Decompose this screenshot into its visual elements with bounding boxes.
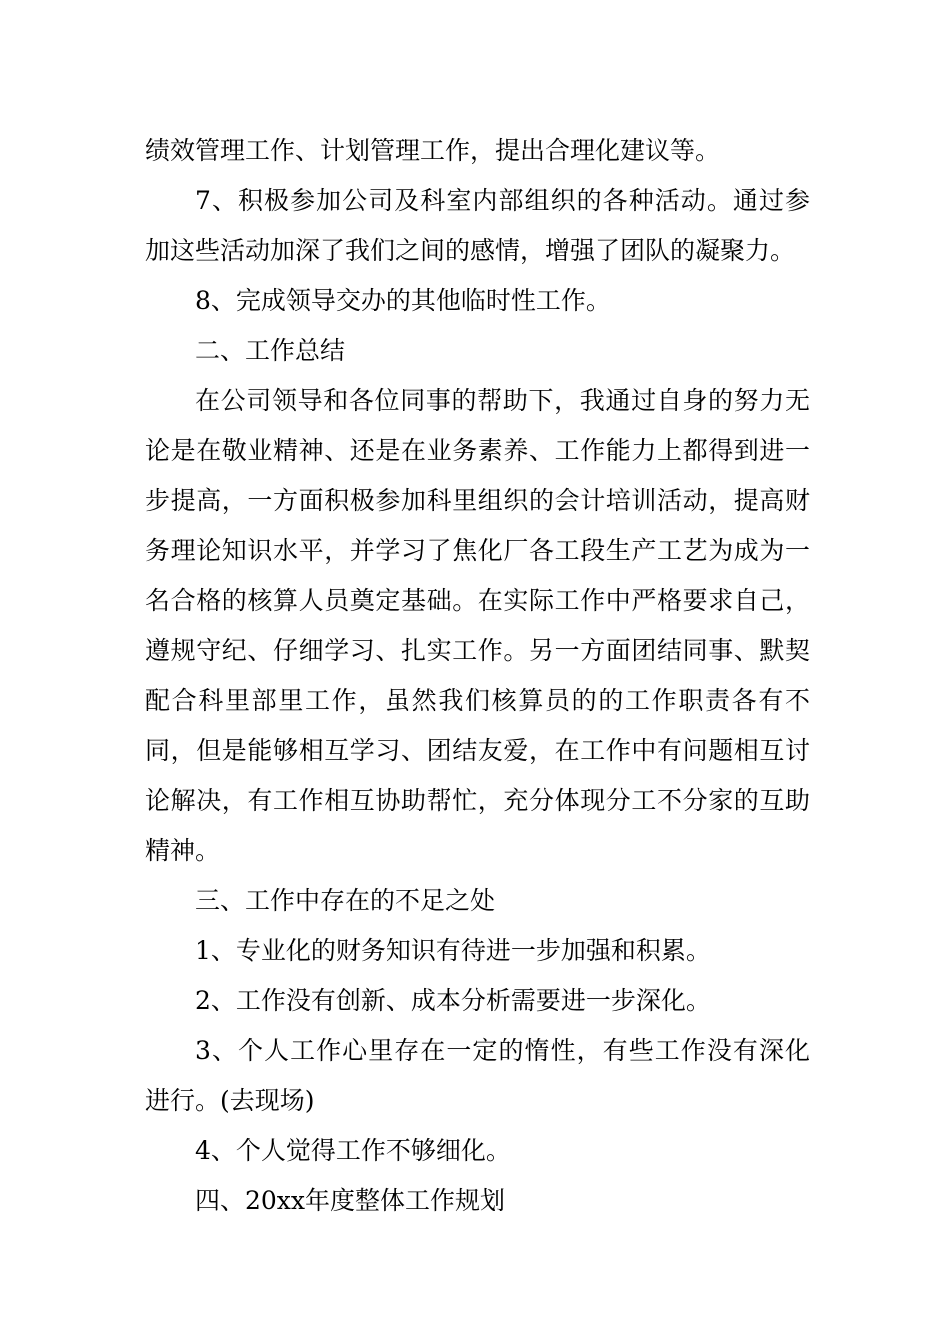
document-body [145,126,810,1226]
section-heading-work-summary: 二、工作总结 [195,336,346,365]
paragraph-shortcoming-1: 1、专业化的财务知识有待进一步加强和积累。 [195,936,711,965]
paragraph-shortcoming-4: 4、个人觉得工作不够细化。 [195,1136,511,1165]
paragraph-item-8: 8、完成领导交办的其他临时性工作。 [195,286,611,315]
paragraph-work-summary: 在公司领导和各位同事的帮助下，我通过自身的努力无论是在敬业精神、还是在业务素养、工作能力上都得到进一步提高，一方面积极参加科里组织的会计培训活动，提高财务理论知识水平，并学习了焦化厂各工段生产工艺为成为一名合格的核算人员奠定基础。在实际工作中严格要求自己，遵规守纪、仔细学习、扎实工作。另一方面团结同事、默契配合科里部里工作，虽然我们核算员的的工作职责各有不同，但是能够相互学习、团结友爱，在工作中有问题相互讨论解决，有工作相互协助帮忙，充分体现分工不分家的互助精神。 [145,386,810,865]
paragraph-continued: 绩效管理工作、计划管理工作，提出合理化建议等。 [145,136,721,165]
paragraph-shortcoming-2: 2、工作没有创新、成本分析需要进一步深化。 [195,986,711,1015]
section-heading-annual-plan: 四、20xx年度整体工作规划 [195,1186,506,1215]
paragraph-item-7: 7、积极参加公司及科室内部组织的各种活动。通过参加这些活动加深了我们之间的感情，增强了团队的凝聚力。 [145,186,810,265]
paragraph-shortcoming-3: 3、个人工作心里存在一定的惰性，有些工作没有深化进行。(去现场) [145,1036,810,1115]
section-heading-shortcomings: 三、工作中存在的不足之处 [195,886,496,915]
